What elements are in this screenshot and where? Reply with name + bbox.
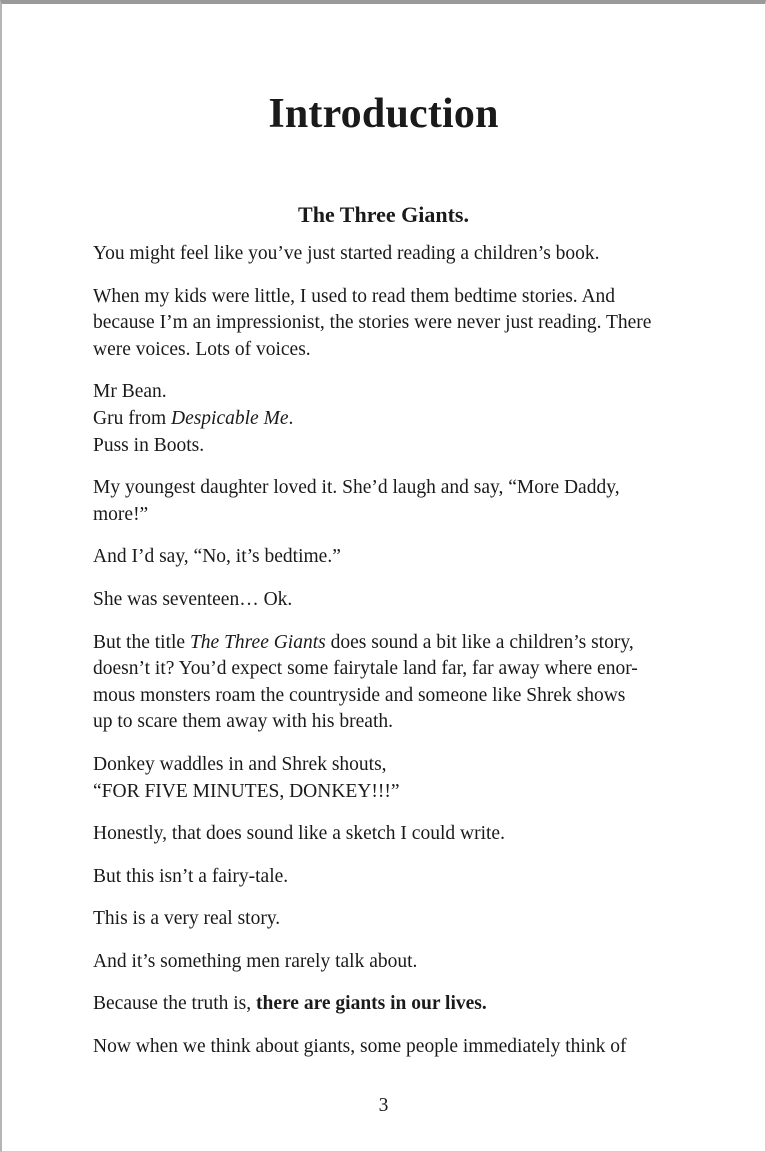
text-line (93, 406, 685, 433)
paragraph (93, 752, 685, 805)
bold-statement: there are giants in our lives. (256, 993, 487, 1015)
text-line: And I’d say, “No, it’s bedtime.” (93, 546, 341, 568)
paragraph (93, 544, 685, 571)
paragraph (93, 991, 685, 1018)
body-text (93, 241, 685, 1077)
paragraph (93, 284, 685, 364)
paragraph (93, 1034, 685, 1061)
text-fragment: does sound a bit like a children’s story, (325, 631, 634, 653)
text-line: because I’m an impressionist, the stories were never just reading. There (93, 312, 652, 334)
section-title: The Three Giants. (298, 202, 469, 227)
text-line: mous monsters roam the countryside and someone like Shrek shows (93, 684, 626, 706)
paragraph (93, 379, 685, 459)
text-line: up to scare them away with his breath. (93, 711, 393, 733)
text-line: Donkey waddles in and Shrek shouts, (93, 753, 387, 775)
text-line: You might feel like you’ve just started reading a children’s book. (93, 243, 600, 264)
text-line: “FOR FIVE MINUTES, DONKEY!!!” (93, 780, 400, 802)
text-line: But this isn’t a fairy-tale. (93, 865, 289, 887)
page-number: 3 (378, 1095, 389, 1116)
italic-title: The Three Giants (189, 631, 326, 653)
text-line: Honestly, that does sound like a sketch I could write. (93, 823, 505, 845)
text-line: She was seventeen… Ok. (93, 588, 293, 610)
text-line: Now when we think about giants, some people immediately think of (93, 1036, 627, 1058)
text-line (93, 630, 685, 657)
paragraph (93, 949, 685, 976)
paragraph (93, 475, 685, 528)
paragraph (93, 821, 685, 848)
text-line: were voices. Lots of voices. (93, 338, 311, 360)
text-fragment: But the title (93, 631, 190, 653)
paragraph (93, 906, 685, 933)
text-fragment: Because the truth is, (93, 993, 256, 1015)
paragraph (93, 587, 685, 614)
italic-title: Despicable Me (170, 407, 289, 429)
text-line: doesn’t it? You’d expect some fairytale land far, far away where enor- (93, 658, 638, 680)
paragraph (93, 630, 685, 736)
text-line: Puss in Boots. (93, 434, 205, 456)
text-line: And it’s something men rarely talk about. (93, 950, 418, 972)
chapter-title: Introduction (268, 91, 499, 137)
text-line: Mr Bean. (93, 381, 167, 403)
text-fragment: Gru from (93, 407, 171, 429)
paragraph (93, 241, 685, 268)
text-fragment: . (288, 407, 294, 429)
text-line: When my kids were little, I used to read them bedtime stories. And (93, 285, 616, 307)
text-line: My youngest daughter loved it. She’d laugh and say, “More Daddy, (93, 477, 620, 499)
text-line: more!” (93, 503, 149, 525)
text-line: This is a very real story. (93, 908, 281, 930)
text-line (93, 991, 685, 1018)
paragraph (93, 864, 685, 891)
